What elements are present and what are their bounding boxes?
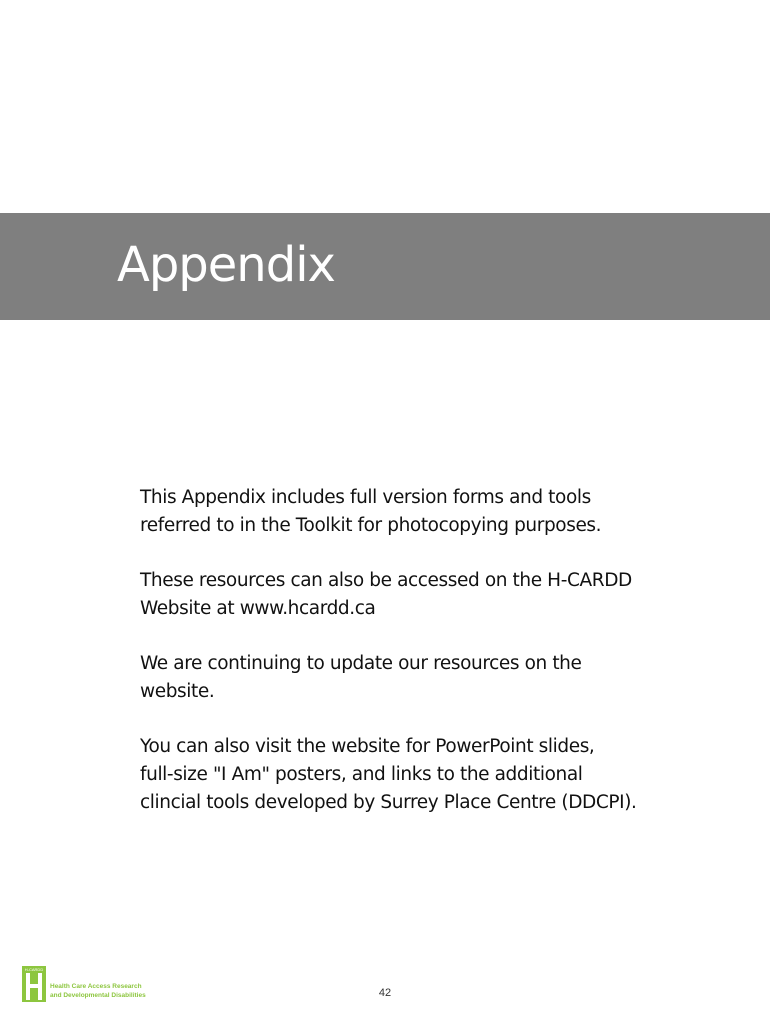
paragraph-website: These resources can also be accessed on the H-CARDD Website at www.hcardd.ca bbox=[140, 570, 632, 619]
paragraph-intro: This Appendix includes full version forms and tools referred to in the Toolkit for photocopying purposes. bbox=[140, 487, 602, 536]
page-number: 42 bbox=[378, 987, 392, 999]
title-band bbox=[0, 213, 770, 320]
logo-text: Health Care Access Research and Developmental Disabilities bbox=[50, 983, 146, 999]
page-title: Appendix bbox=[117, 237, 335, 293]
paragraph-updates: We are continuing to update our resources on the website. bbox=[140, 653, 582, 702]
paragraph-resources: You can also visit the website for PowerPoint slides, full-size "I Am" posters, and links to the additional clincial tools developed by Surrey Place Centre (DDCPI). bbox=[140, 736, 637, 813]
logo-tag: H-CARDD bbox=[24, 967, 44, 972]
appendix-description bbox=[140, 484, 700, 844]
